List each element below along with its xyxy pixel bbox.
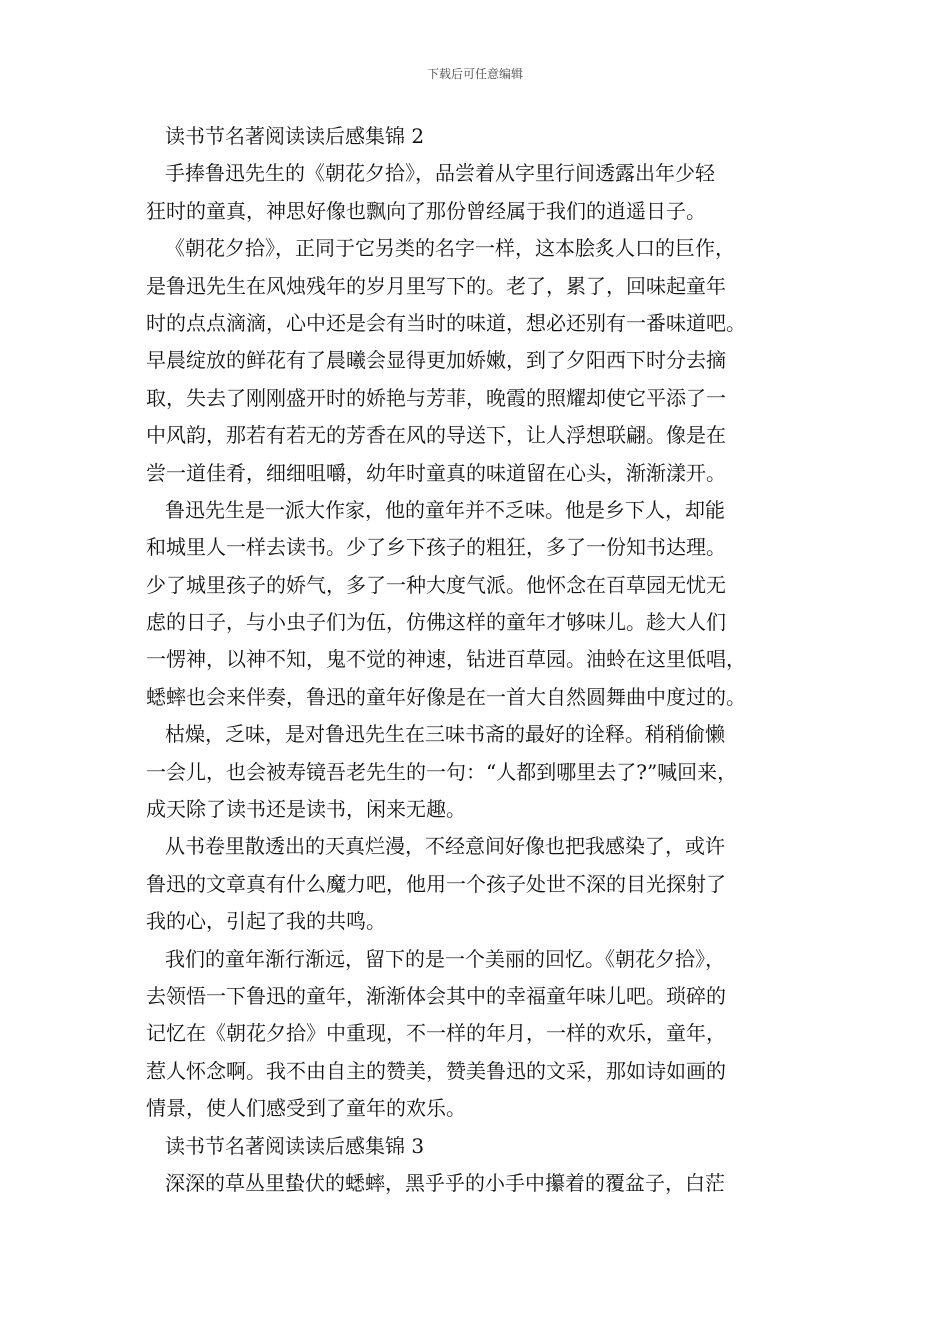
- text-line: 手捧鲁迅先生的《朝花夕拾》，品尝着从字里行间透露出年少轻: [165, 161, 715, 186]
- text-line: 从书卷里散透出的天真烂漫，不经意间好像也把我感染了，或许: [165, 834, 725, 859]
- text-line: 狂时的童真，神思好像也飘向了那份曾经属于我们的逍遥日子。: [146, 198, 706, 223]
- text-line: 鲁迅先生是一派大作家，他的童年并不乏味。他是乡下人，却能: [165, 497, 725, 522]
- text-line: 记忆在《朝花夕拾》中重现，不一样的年月，一样的欢乐，童年，: [146, 1021, 726, 1046]
- text-line: 取，失去了刚刚盛开时的娇艳与芳菲，晚霞的照耀却使它平添了一: [146, 385, 726, 410]
- text-line: 虑的日子，与小虫子们为伍，仿佛这样的童年才够味儿。趁大人们: [146, 610, 726, 635]
- text-line: 蟋蟀也会来伴奏，鲁迅的童年好像是在一首大自然圆舞曲中度过的。: [146, 684, 746, 709]
- document-body: [146, 118, 816, 1202]
- text-line: 成天除了读书还是读书，闲来无趣。: [146, 797, 466, 822]
- page-header-note: 下载后可任意编辑: [426, 67, 523, 81]
- text-line: 深深的草丛里蛰伏的蟋蟀，黑乎乎的小手中攥着的覆盆子，白茫: [165, 1170, 725, 1195]
- text-line: 我的心，引起了我的共鸣。: [146, 909, 386, 934]
- text-line: 一会儿，也会被寿镜吾老先生的一句：“人都到哪里去了?”喊回来，: [146, 759, 738, 784]
- section-heading: 读书节名著阅读读后感集锦 3: [165, 1133, 425, 1158]
- text-line: 和城里人一样去读书。少了乡下孩子的粗狂，多了一份知书达理。: [146, 535, 726, 560]
- text-line: 少了城里孩子的娇气，多了一种大度气派。他怀念在百草园无忧无: [146, 572, 726, 597]
- text-line: 惹人怀念啊。我不由自主的赞美，赞美鲁迅的文采，那如诗如画的: [146, 1058, 726, 1083]
- text-line: 早晨绽放的鲜花有了晨曦会显得更加娇嫩，到了夕阳西下时分去摘: [146, 348, 726, 373]
- section-heading: 读书节名著阅读读后感集锦 2: [165, 124, 425, 148]
- text-line: 时的点点滴滴，心中还是会有当时的味道，想必还别有一番味道吧。: [146, 310, 746, 335]
- text-line: 《朝花夕拾》，正同于它另类的名字一样，这本脍炙人口的巨作，: [165, 236, 735, 261]
- text-line: 情景，使人们感受到了童年的欢乐。: [146, 1096, 466, 1121]
- text-line: 是鲁迅先生在风烛残年的岁月里写下的。老了，累了，回味起童年: [146, 273, 726, 298]
- text-line: 鲁迅的文章真有什么魔力吧，他用一个孩子处世不深的目光探射了: [146, 871, 726, 896]
- text-line: 我们的童年渐行渐远，留下的是一个美丽的回忆。《朝花夕拾》，: [165, 946, 725, 971]
- text-line: 去领悟一下鲁迅的童年，渐渐体会其中的幸福童年味儿吧。琐碎的: [146, 983, 726, 1008]
- text-line: 一愣神，以神不知，鬼不觉的神速，钻进百草园。油蛉在这里低唱，: [146, 647, 746, 672]
- text-line: 尝一道佳肴，细细咀嚼，幼年时童真的味道留在心头，渐渐漾开。: [146, 460, 726, 485]
- text-line: 枯燥，乏味，是对鲁迅先生在三味书斋的最好的诠释。稍稍偷懒: [165, 722, 725, 747]
- text-line: 中风韵，那若有若无的芳香在风的导送下，让人浮想联翩。像是在: [146, 423, 726, 448]
